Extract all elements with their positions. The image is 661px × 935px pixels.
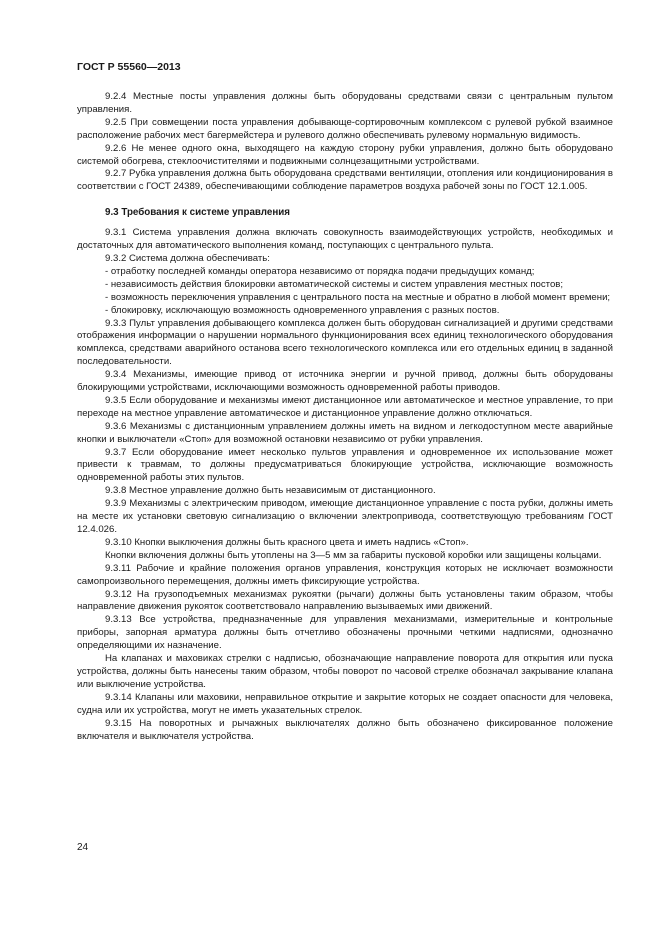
paragraph: 9.3.3 Пульт управления добывающего комплекса должен быть оборудован сигнализацией и другими средствами отображения информации о нарушении нормального функционирования всех единиц технологического оборудования комплекса, средствами аварийного останова всего технологического комплекса или его отдельных единиц в заданной последовательности. [77,317,613,368]
paragraph: 9.3.2 Система должна обеспечивать: [105,252,270,264]
page-number: 24 [77,842,89,853]
paragraph: 9.3.6 Механизмы с дистанционным управлением должны иметь на видном и легкодоступном месте аварийные кнопки и выключатели «Стоп» для возможной остановки независимо от рубки управления. [77,420,613,445]
paragraph: 9.3.5 Если оборудование и механизмы имеют дистанционное или автоматическое и местное управление, то при переходе на местное управление автоматическое и дистанционное управление должно отключаться. [77,394,613,419]
paragraph: 9.3.11 Рабочие и крайние положения органов управления, конструкция которых не исключает возможности самопроизвольного перемещения, должны иметь фиксирующие устройства. [77,562,613,587]
paragraph: На клапанах и маховиках стрелки с надписью, обозначающие направление поворота для открытия или пуска устройства, должны быть нанесены таким образом, чтобы поворот по часовой стрелке обозначал закрывание клапана или выключение устройства. [77,653,613,690]
section-heading: 9.3 Требования к системе управления [105,207,290,219]
list-item: - независимость действия блокировки автоматической системы и систем управления местных постов; [105,278,564,290]
list-item: - блокировку, исключающую возможность одновременного управления с разных постов. [105,304,500,316]
paragraph: 9.3.9 Механизмы с электрическим приводом, имеющие дистанционное управление с поста рубки, должны иметь на месте их установки световую сигнализацию о включении электропривода, соответствующую требованиям ГОСТ 12.4.026. [77,498,613,535]
paragraph: 9.3.1 Система управления должна включать совокупность взаимодействующих устройств, необходимых и достаточных для автоматического выполнения команд, поступающих с центрального пульта. [77,227,613,252]
paragraph: 9.2.5 При совмещении поста управления добывающе-сортировочным комплексом с рулевой рубкой взаимное расположение рабочих мест багермейстера и рулевого должно обеспечивать рулевому нормальную видимость. [77,116,613,141]
paragraph: 9.2.6 Не менее одного окна, выходящего на каждую сторону рубки управления, должно быть оборудовано системой обогрева, стеклоочистителями и подвижными солнцезащитными устройствами. [77,142,613,167]
paragraph: 9.3.14 Клапаны или маховики, неправильное открытие и закрытие которых не создает опасности для человека, судна или их устройства, могут не иметь указательных стрелок. [77,691,613,716]
list-item: - возможность переключения управления с центрального поста на местные и обратно в любой момент времени; [105,291,611,303]
paragraph: 9.2.7 Рубка управления должна быть оборудована средствами вентиляции, отопления или кондиционирования в соответствии с ГОСТ 24389, обеспечивающими соблюдение параметров воздуха рабочей зоны по ГОСТ 12.1.005. [77,168,613,193]
standard-header: ГОСТ Р 55560—2013 [77,61,181,73]
paragraph: 9.3.10 Кнопки выключения должны быть красного цвета и иметь надпись «Стоп». [105,536,469,548]
paragraph: 9.3.4 Механизмы, имеющие привод от источника энергии и ручной привод, должны быть оборудованы блокирующими устройствами, исключающими возможность одновременной работы приводов. [77,369,613,394]
paragraph: 9.3.12 На грузоподъемных механизмах рукоятки (рычаги) должны быть установлены таким образом, чтобы направление движения рукояток соответствовало направлению вызываемых ими движений. [77,588,613,613]
paragraph: 9.3.15 На поворотных и рычажных выключателях должно быть обозначено фиксированное положение включателя и выключателя устройства. [77,717,613,742]
paragraph: Кнопки включения должны быть утоплены на 3—5 мм за габариты пусковой коробки или защищены кольцами. [105,549,602,561]
list-item: - отработку последней команды оператора независимо от порядка подачи предыдущих команд; [105,265,535,277]
paragraph: 9.3.8 Местное управление должно быть независимым от дистанционного. [105,485,436,497]
paragraph: 9.2.4 Местные посты управления должны быть оборудованы средствами связи с центральным пультом управления. [77,91,613,115]
document-body [77,91,613,743]
paragraph: 9.3.13 Все устройства, предназначенные для управления механизмами, измерительные и контрольные приборы, запорная арматура должны быть отчетливо обозначены прочными четкими надписями, однозначно определяющими их назначение. [77,614,613,652]
paragraph: 9.3.7 Если оборудование имеет несколько пультов управления и одновременное их использование может привести к травмам, то должны предусматриваться блокирующие устройства, исключающие возможность одновременной работы этих пультов. [77,446,613,484]
